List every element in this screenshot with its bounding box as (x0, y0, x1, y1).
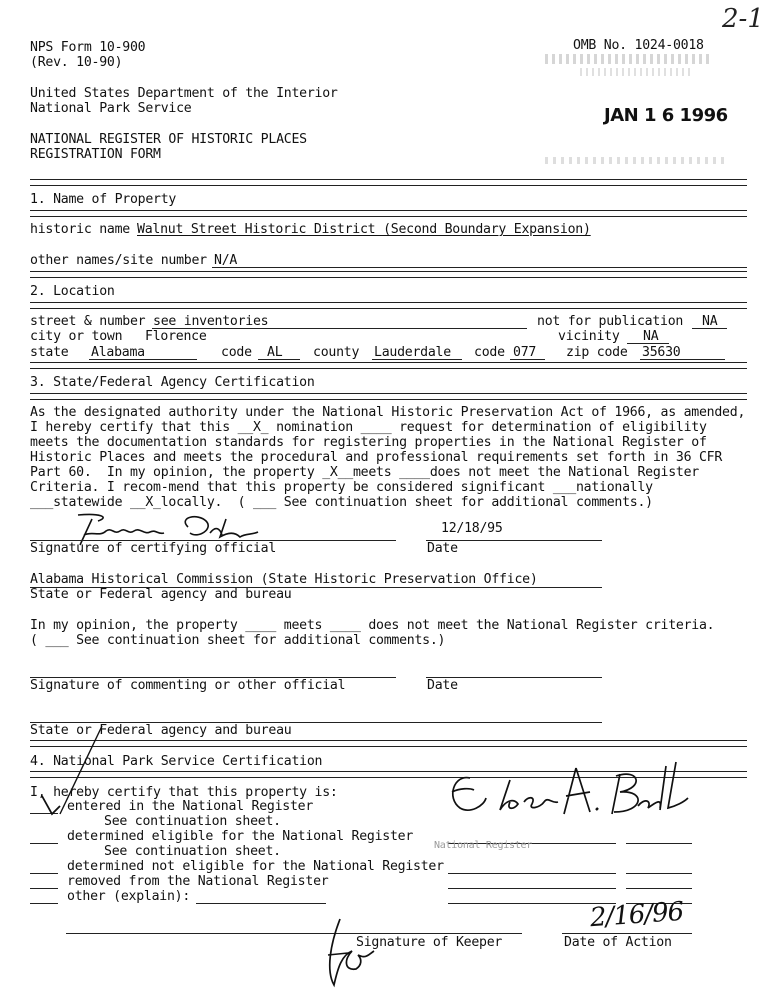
option-removed: removed from the National Register (67, 874, 329, 889)
option-blank[interactable] (30, 888, 58, 889)
cert-date-label: Date (427, 541, 458, 556)
street-underline (152, 328, 527, 329)
county-value: Lauderdale (374, 345, 451, 360)
keeper-date-line (626, 843, 692, 844)
action-date-line (562, 933, 692, 934)
section4-heading: 4. National Park Service Certification (30, 754, 323, 769)
commenting-date-label: Date (427, 678, 458, 693)
section-divider (30, 302, 747, 309)
keeper-line (448, 873, 616, 874)
zip-value: 35630 (642, 345, 681, 360)
code-underline (258, 359, 300, 360)
cert-line: As the designated authority under the National Historic Preservation Act of 1966, as amended, (30, 405, 746, 420)
form-title: REGISTRATION FORM (30, 147, 161, 162)
action-date-label: Date of Action (564, 935, 672, 950)
not-for-publication-label: not for publication (537, 314, 684, 329)
action-date-handwritten: 2/16/96 (589, 896, 685, 934)
for-mark (322, 915, 382, 990)
svg-text:for: for (342, 955, 344, 956)
option-eligible: determined eligible for the National Register (67, 829, 414, 844)
not-for-publication-value: NA (702, 314, 718, 329)
svg-text:Edson H. Beall: Edson H. Beall (560, 798, 569, 799)
keeper-date-line (626, 873, 692, 874)
agency-label: State or Federal agency and bureau (30, 587, 292, 602)
vicinity-label: vicinity (558, 329, 620, 344)
opinion-continuation: ( ___ See continuation sheet for additional comments.) (30, 633, 446, 648)
register-title: NATIONAL REGISTER OF HISTORIC PLACES (30, 132, 307, 147)
other-explain-line (196, 903, 326, 904)
nfp-underline (692, 328, 727, 329)
section-divider (30, 362, 747, 369)
keeper-signature (440, 758, 690, 828)
nps-cert-intro: I, hereby certify that this property is: (30, 785, 338, 800)
omb-number: OMB No. 1024-0018 (573, 38, 704, 53)
option-continuation: See continuation sheet. (104, 844, 281, 859)
keeper-signature-line (66, 933, 522, 934)
zip-label: zip code (566, 345, 628, 360)
entered-checkmark (30, 722, 120, 822)
option-blank[interactable] (30, 903, 58, 904)
commenting-signature-label: Signature of commenting or other official (30, 678, 346, 693)
other-names-value: N/A (214, 253, 238, 268)
county-code-label: code (474, 345, 505, 360)
keeper-faint-text: National Register (434, 840, 533, 851)
city-label: city or town (30, 329, 123, 344)
section2-heading: 2. Location (30, 284, 115, 299)
county-code-value: 077 (513, 345, 537, 360)
section-divider (30, 740, 747, 747)
cert-line: Historic Places and meets the procedural and professional requirements set forth in 36 CFR (30, 450, 723, 465)
form-revision: (Rev. 10-90) (30, 55, 123, 70)
other-names-underline (212, 267, 747, 268)
stamp-residue-bottom (545, 157, 725, 164)
state-underline (89, 359, 197, 360)
state-value: Alabama (91, 345, 145, 360)
department: United States Department of the Interior (30, 86, 338, 101)
agency-value: Alabama Historical Commission (State Historic Preservation Office) (30, 572, 538, 587)
cert-date-value: 12/18/95 (441, 521, 503, 536)
option-other: other (explain): (67, 889, 191, 904)
cert-line: Criteria. I recom-mend that this property be considered significant ___nationally (30, 480, 653, 495)
park-service: National Park Service (30, 101, 192, 116)
option-entered: entered in the National Register (67, 799, 314, 814)
county-label: county (313, 345, 360, 360)
city-value: Florence (145, 329, 207, 344)
received-date-stamp: JAN 1 6 1996 (604, 105, 728, 126)
other-names-label: other names/site number (30, 253, 207, 268)
section-divider (30, 179, 747, 186)
option-continuation: See continuation sheet. (104, 814, 281, 829)
stamp-residue-top (545, 54, 710, 64)
historic-name-label: historic name (30, 222, 130, 237)
cert-signature-label: Signature of certifying official (30, 541, 277, 556)
section1-heading: 1. Name of Property (30, 192, 177, 207)
street-value: see inventories (153, 314, 269, 329)
vicinity-underline (627, 343, 669, 344)
section-divider (30, 210, 747, 217)
state-label: state (30, 345, 69, 360)
vicinity-value: NA (643, 329, 659, 344)
option-blank[interactable] (30, 843, 58, 844)
code-label: code (221, 345, 252, 360)
cert-line: Part 60. In my opinion, the property _X__meets ____does not meet the National Register (30, 465, 699, 480)
code-value: AL (267, 345, 283, 360)
section-divider (30, 393, 747, 400)
county-underline (372, 359, 462, 360)
zip-underline (640, 359, 725, 360)
cert-line: meets the documentation standards for registering properties in the National Register of (30, 435, 707, 450)
section3-heading: 3. State/Federal Agency Certification (30, 375, 315, 390)
section-divider (30, 271, 747, 278)
keeper-signature-label: Signature of Keeper (356, 935, 503, 950)
agency2-label: State or Federal agency and bureau (30, 723, 292, 738)
form-number: NPS Form 10-900 (30, 40, 146, 55)
corner-mark: 2-1 (722, 4, 764, 34)
stamp-residue-mid (580, 68, 690, 76)
svg-text:Lawrence Oaks: Lawrence Oaks (110, 537, 118, 538)
opinion-line: In my opinion, the property ____ meets ____ does not meet the National Register criteria. (30, 618, 715, 633)
keeper-date-line (626, 888, 692, 889)
option-blank[interactable] (30, 873, 58, 874)
cert-line: I hereby certify that this __X_ nomination ____ request for determination of eligibility (30, 420, 707, 435)
keeper-line (448, 888, 616, 889)
street-label: street & number (30, 314, 146, 329)
historic-name-value: Walnut Street Historic District (Second Boundary Expansion) (137, 222, 591, 237)
county-code-underline (510, 359, 545, 360)
cert-line: ___statewide __X_locally. ( ___ See continuation sheet for additional comments.) (30, 495, 653, 510)
option-not-eligible: determined not eligible for the National Register (67, 859, 444, 874)
